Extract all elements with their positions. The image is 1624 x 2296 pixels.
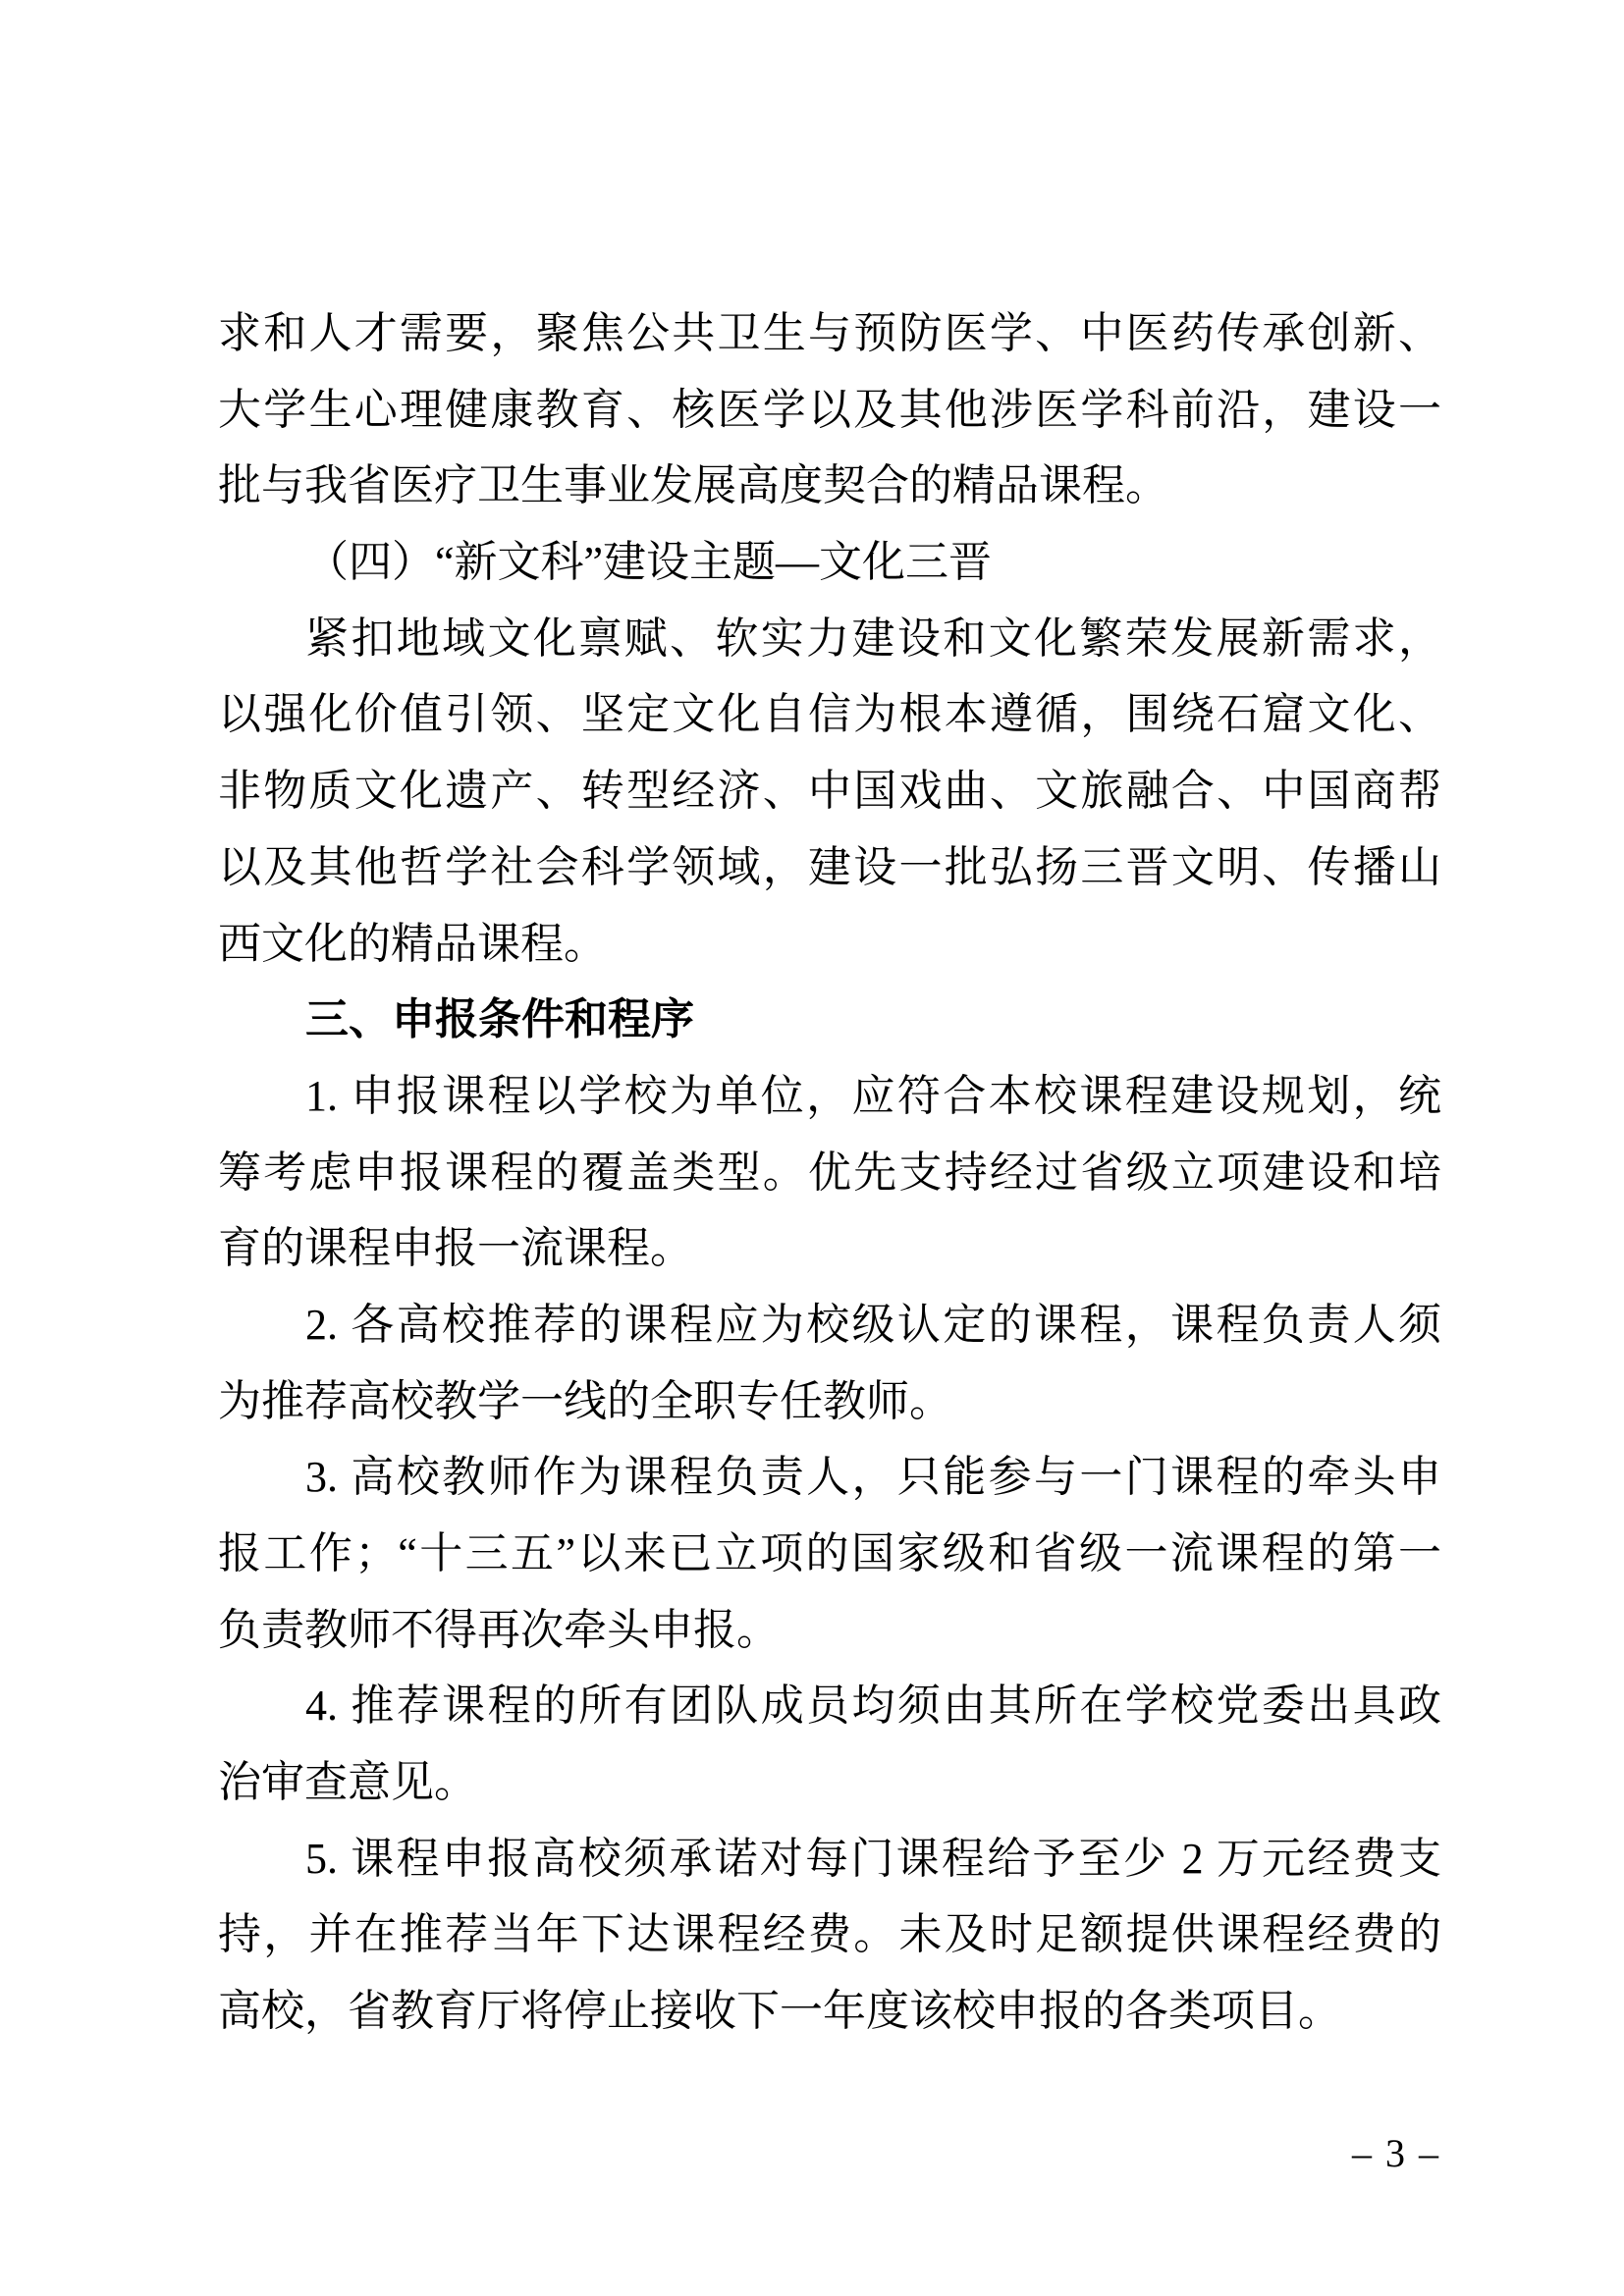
text-line: 持，并在推荐当年下达课程经费。未及时足额提供课程经费的 (218, 1910, 1441, 1959)
text-line: 育的课程申报一流课程。 (218, 1224, 693, 1273)
text-line: 高校，省教育厅将停止接收下一年度该校申报的各类项目。 (218, 1987, 1341, 2036)
text-line: 5. 课程申报高校须承诺对每门课程给予至少 2 万元经费支 (305, 1834, 1441, 1883)
text-line: 3. 高校教师作为课程负责人，只能参与一门课程的牵头申 (305, 1453, 1441, 1502)
text-block (218, 295, 1441, 2050)
text-line: 为推荐高校教学一线的全职专任教师。 (218, 1376, 952, 1425)
subsection-heading: （四）“新文科”建设主题—文化三晋 (305, 538, 993, 587)
section-heading: 三、申报条件和程序 (305, 995, 694, 1044)
text-line: 负责教师不得再次牵头申报。 (218, 1605, 780, 1654)
text-line: 非物质文化遗产、转型经济、中国戏曲、文旅融合、中国商帮 (218, 767, 1441, 816)
text-line: 筹考虑申报课程的覆盖类型。优先支持经过省级立项建设和培 (218, 1148, 1441, 1197)
text-line: 大学生心理健康教育、核医学以及其他涉医学科前沿，建设一 (218, 385, 1441, 434)
text-line: 2. 各高校推荐的课程应为校级认定的课程，课程负责人须 (305, 1300, 1441, 1349)
text-line: 以强化价值引领、坚定文化自信为根本遵循，围绕石窟文化、 (218, 690, 1441, 739)
text-line: 4. 推荐课程的所有团队成员均须由其所在学校党委出具政 (305, 1682, 1441, 1731)
text-line: 批与我省医疗卫生事业发展高度契合的精品课程。 (218, 461, 1168, 510)
page-number: – 3 – (1352, 2131, 1440, 2175)
text-line: 治审查意见。 (218, 1758, 477, 1807)
text-line: 紧扣地域文化禀赋、软实力建设和文化繁荣发展新需求， (305, 614, 1441, 663)
text-line: 报工作；“十三五”以来已立项的国家级和省级一流课程的第一 (218, 1529, 1441, 1577)
text-line: 西文化的精品课程。 (218, 919, 607, 968)
text-line: 求和人才需要，聚焦公共卫生与预防医学、中医药传承创新、 (218, 309, 1441, 357)
text-line: 1. 申报课程以学校为单位，应符合本校课程建设规划，统 (305, 1071, 1441, 1120)
text-line: 以及其他哲学社会科学领域，建设一批弘扬三晋文明、传播山 (218, 842, 1441, 891)
